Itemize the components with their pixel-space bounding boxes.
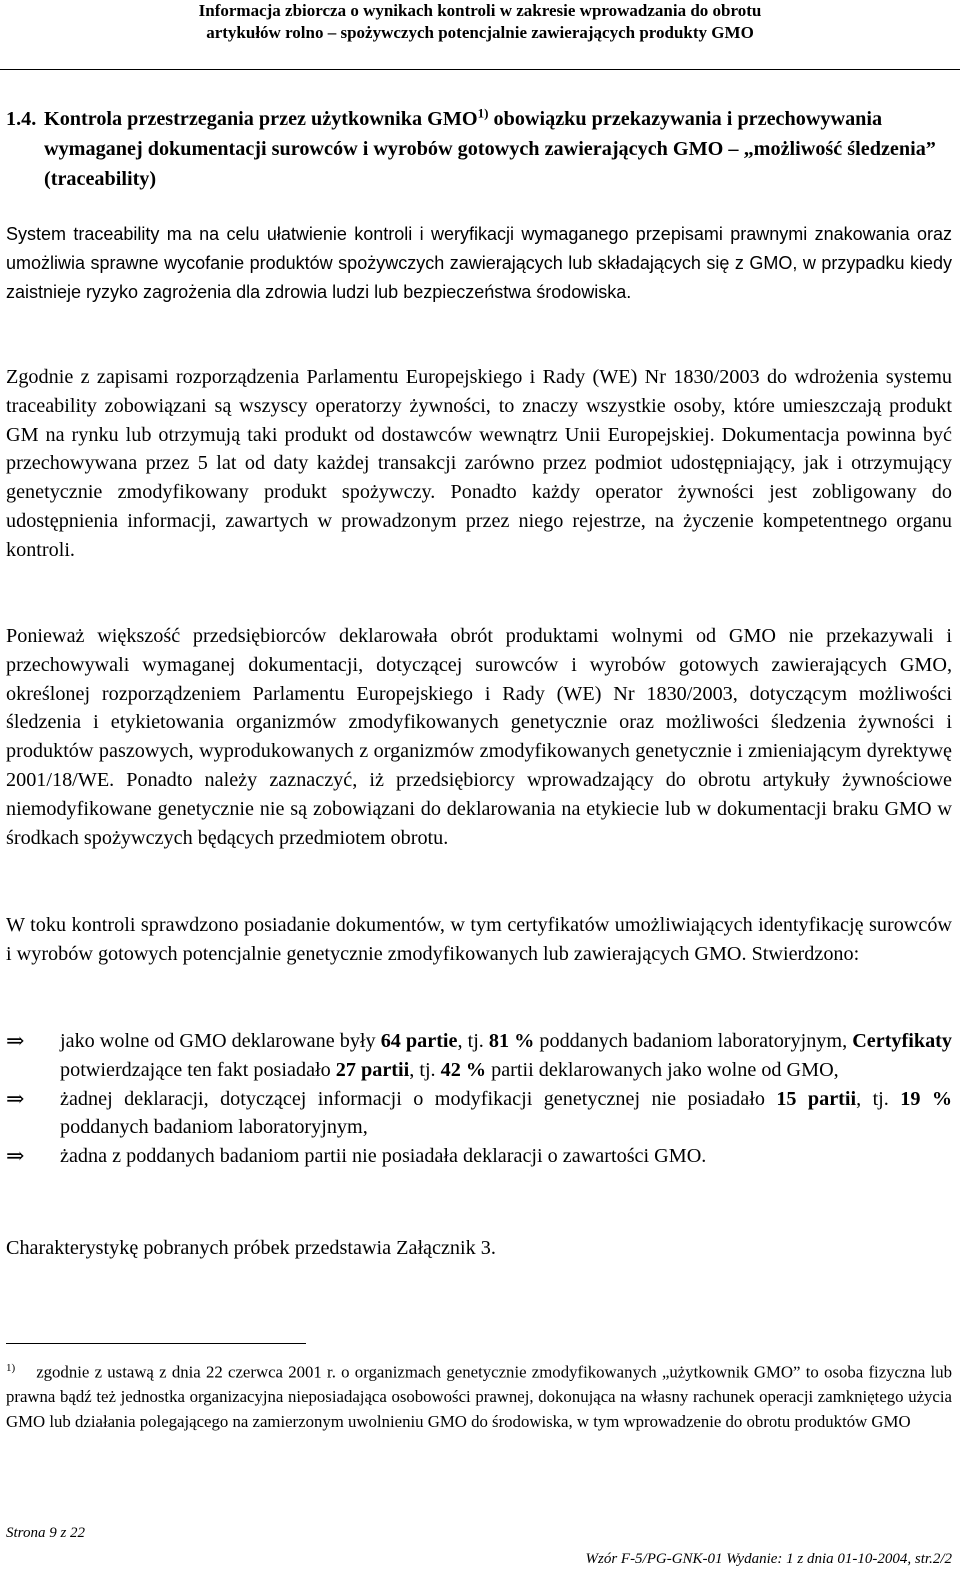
arrow-right-icon: ⇒ [6, 1028, 25, 1053]
list-item [6, 1142, 952, 1171]
footnote [6, 1356, 952, 1434]
footnote-divider [6, 1343, 306, 1344]
header-line-2: artykułów rolno – spożywczych potencjalnie zawierających produkty GMO [206, 23, 754, 42]
findings-list [6, 1027, 952, 1171]
arrow-right-icon: ⇒ [6, 1085, 25, 1111]
section-heading [6, 104, 954, 194]
arrow-right-icon: ⇒ [6, 1143, 25, 1169]
finding-text: jako wolne od GMO deklarowane były 64 partie, tj. 81 % poddanych badaniom laboratoryjnym, Certyfikaty potwierdzające ten fakt posiadało 27 partii, tj. 42 % partii deklarowanych jako wolne od GMO, [60, 1030, 952, 1081]
paragraph-regulation: Zgodnie z zapisami rozporządzenia Parlamentu Europejskiego i Rady (WE) Nr 1830/2003 do wdrożenia systemu traceability zobowiązani są wszyscy operatorzy żywności, to znaczy wszystkie osoby, które umieszczają produkt GM na rynku lub otrzymują taki produkt od dostawców wewnątrz Unii Europejskiej. Dokumentacja powinna być przechowywana przez 5 lat od daty każdej transakcji zarówno przez podmiot udostępniający, jak i otrzymujący genetycznie zmodyfikowany produkt spożywczy. Ponadto każdy operator żywności jest zobligowany do udostępnienia informacji, zawartych w prowadzonym przez niego rejestrze, na życzenie kompetentnego organu kontroli. [6, 366, 952, 561]
paragraph-control: W toku kontroli sprawdzono posiadanie dokumentów, w tym certyfikatów umożliwiających identyfikację surowców i wyrobów gotowych potencjalnie genetycznie zmodyfikowanych lub zawierających GMO. Stwierdzono: [6, 914, 952, 965]
header-line-1: Informacja zbiorcza o wynikach kontroli w zakresie wprowadzania do obrotu [198, 1, 762, 20]
paragraph-attachment: Charakterystykę pobranych próbek przedstawia Załącznik 3. [6, 1237, 496, 1259]
section-number: 1.4. [6, 108, 37, 130]
form-identifier: Wzór F-5/PG-GNK-01 Wydanie: 1 z dnia 01-10-2004, str.2/2 [585, 1551, 952, 1567]
footnote-marker: 1) [6, 1362, 16, 1374]
section-title-part2: obowiązku przekazywania i przechowywania wymaganej dokumentacji surowców i wyrobów gotowych zawierających GMO – „możliwość śledzenia” (traceability) [44, 108, 936, 190]
list-item [6, 1027, 952, 1085]
footnote-text: zgodnie z ustawą z dnia 22 czerwca 2001 r. o organizmach genetycznie zmodyfikowanych „użytkownik GMO” to osoba fizyczna lub prawna bądź też jednostka organizacyjna nieposiadająca osobowości prawnej, dokonująca na własny rachunek operacji zamkniętego użycia GMO lub działania polegającego na zamierzonym uwolnieniu GMO do środowiska, w tym wprowadzenie do obrotu produktów GMO [6, 1362, 952, 1431]
header-divider [0, 69, 960, 70]
page-number: Strona 9 z 22 [6, 1525, 86, 1541]
paragraph-entrepreneurs: Ponieważ większość przedsiębiorców deklarowała obrót produktami wolnymi od GMO nie przekazywali i przechowywali wymaganej dokumentacji, dotyczącej surowców i wyrobów gotowych zawierających GMO, określonej rozporządzeniem Parlamentu Europejskiego i Rady (WE) Nr 1830/2003, dotyczącym możliwości śledzenia i etykietowania organizmów zmodyfikowanych genetycznie oraz możliwości śledzenia żywności i produktów paszowych, wyprodukowanych z organizmów zmodyfikowanych genetycznie i zmieniającym dyrektywę 2001/18/WE. Ponadto należy zaznaczyć, iż przedsiębiorcy wprowadzający do obrotu artykuły żywnościowe niemodyfikowane genetycznie nie są zobowiązani do deklarowania na etykiecie lub w dokumentacji braku GMO w środkach spożywczych będących przedmiotem obrotu. [6, 625, 952, 849]
list-item [6, 1085, 952, 1143]
section-title-part1: Kontrola przestrzegania przez użytkownika GMO [44, 108, 478, 130]
footnote-ref: 1) [477, 105, 489, 121]
finding-text: żadna z poddanych badaniom partii nie posiadała deklaracji o zawartości GMO. [60, 1145, 707, 1168]
paragraph-traceability: System traceability ma na celu ułatwienie kontroli i weryfikacji wymaganego przepisami prawnymi znakowania oraz umożliwia sprawne wycofanie produktów spożywczych zawierających lub składających się z GMO, w przypadku kiedy zaistnieje ryzyko zagrożenia dla zdrowia ludzi lub bezpieczeństwa środowiska. [6, 224, 952, 302]
finding-text: żadnej deklaracji, dotyczącej informacji o modyfikacji genetycznej nie posiadało 15 partii, tj. 19 % poddanych badaniom laboratoryjnym, [60, 1087, 953, 1139]
document-header [0, 0, 960, 44]
